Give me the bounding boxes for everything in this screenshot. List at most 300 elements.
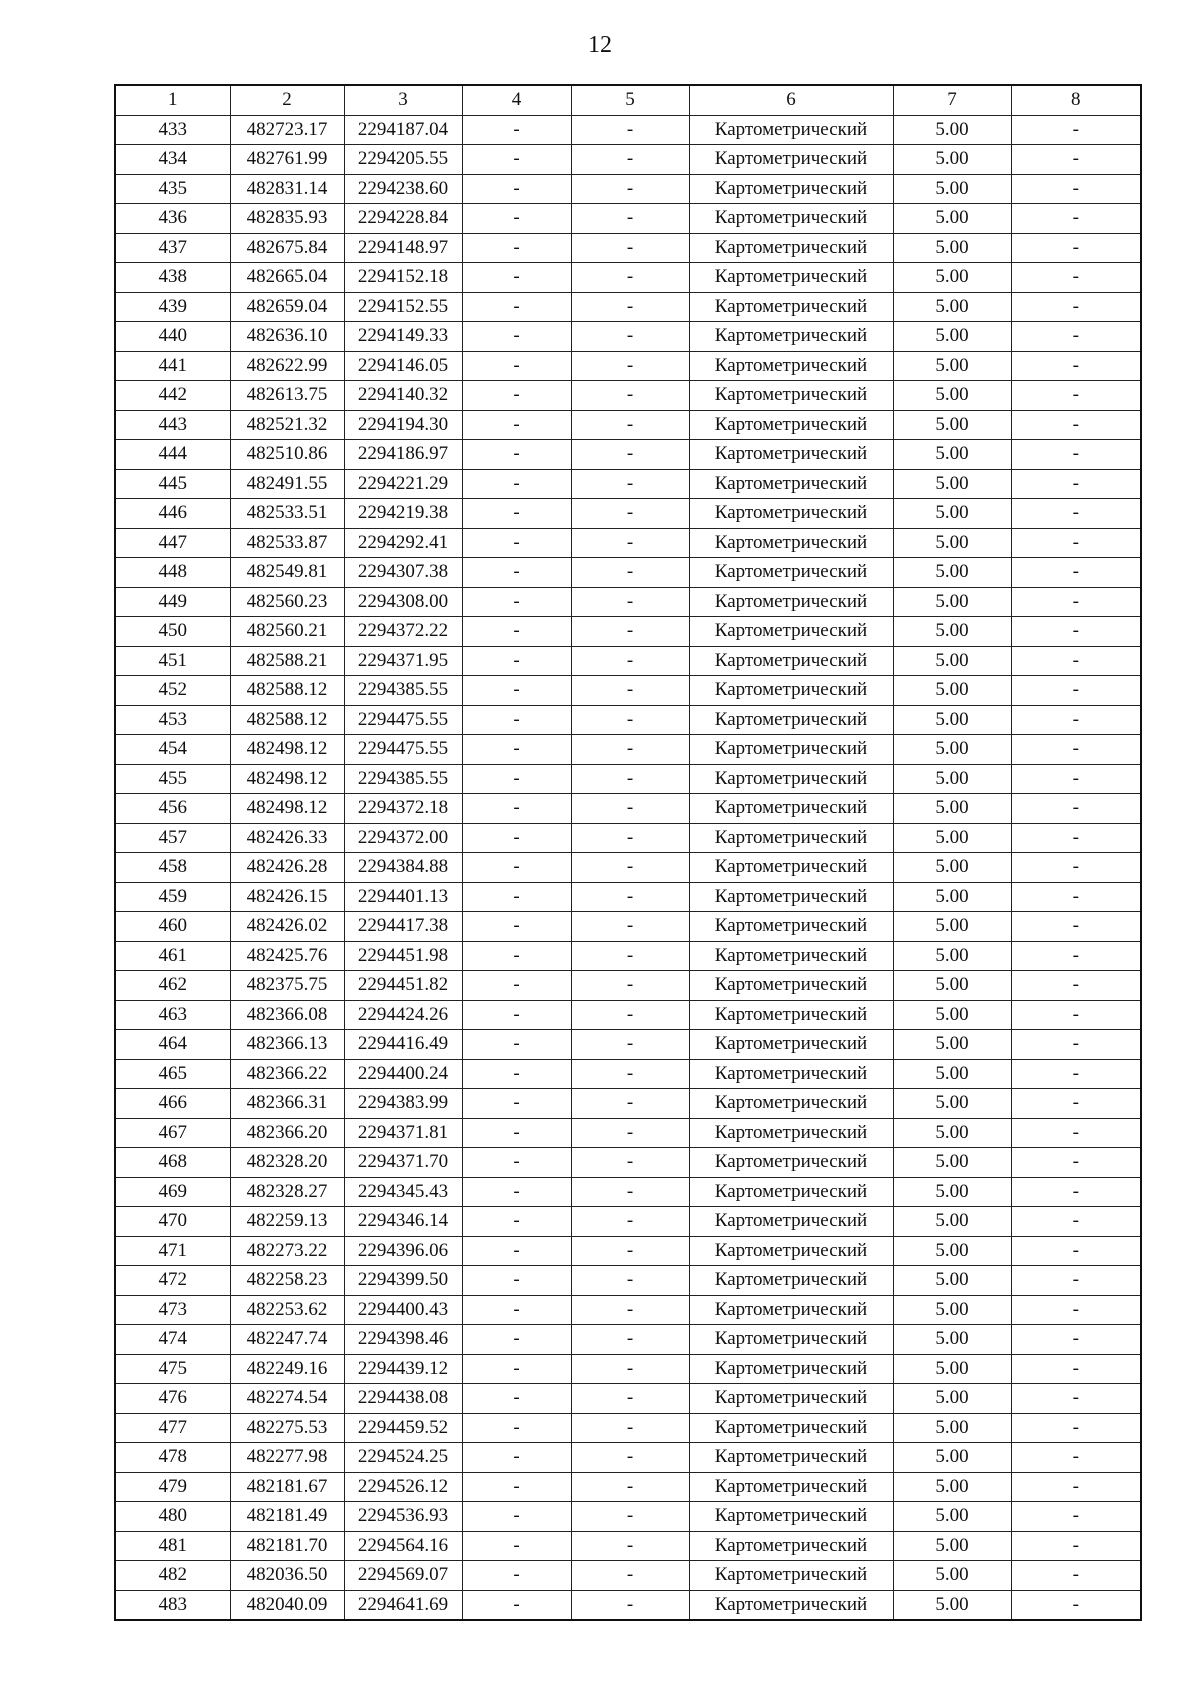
accuracy-cell: 5.00 — [893, 971, 1011, 1001]
method-cell: Картометрический — [689, 1384, 893, 1414]
table-row — [115, 1295, 1141, 1325]
point-number-cell: 456 — [115, 794, 230, 824]
column-8-cell: - — [1011, 587, 1141, 617]
y-coordinate-cell: 2294371.81 — [344, 1118, 462, 1148]
column-4-cell: - — [462, 587, 571, 617]
table-row — [115, 1531, 1141, 1561]
table-row — [115, 1207, 1141, 1237]
accuracy-cell: 5.00 — [893, 528, 1011, 558]
column-8-cell: - — [1011, 1325, 1141, 1355]
table-row — [115, 735, 1141, 765]
x-coordinate-cell: 482253.62 — [230, 1295, 344, 1325]
method-cell: Картометрический — [689, 1472, 893, 1502]
point-number-cell: 472 — [115, 1266, 230, 1296]
column-header: 4 — [462, 85, 571, 115]
accuracy-cell: 5.00 — [893, 705, 1011, 735]
column-8-cell: - — [1011, 1118, 1141, 1148]
y-coordinate-cell: 2294372.00 — [344, 823, 462, 853]
column-8-cell: - — [1011, 381, 1141, 411]
accuracy-cell: 5.00 — [893, 1413, 1011, 1443]
table-row — [115, 794, 1141, 824]
point-number-cell: 449 — [115, 587, 230, 617]
point-number-cell: 477 — [115, 1413, 230, 1443]
method-cell: Картометрический — [689, 646, 893, 676]
accuracy-cell: 5.00 — [893, 1030, 1011, 1060]
x-coordinate-cell: 482259.13 — [230, 1207, 344, 1237]
column-header: 2 — [230, 85, 344, 115]
column-5-cell: - — [571, 558, 689, 588]
accuracy-cell: 5.00 — [893, 941, 1011, 971]
table-row — [115, 941, 1141, 971]
column-4-cell: - — [462, 764, 571, 794]
column-8-cell: - — [1011, 499, 1141, 529]
y-coordinate-cell: 2294641.69 — [344, 1590, 462, 1620]
accuracy-cell: 5.00 — [893, 469, 1011, 499]
x-coordinate-cell: 482247.74 — [230, 1325, 344, 1355]
y-coordinate-cell: 2294228.84 — [344, 204, 462, 234]
column-4-cell: - — [462, 1148, 571, 1178]
column-5-cell: - — [571, 1030, 689, 1060]
point-number-cell: 457 — [115, 823, 230, 853]
accuracy-cell: 5.00 — [893, 617, 1011, 647]
x-coordinate-cell: 482366.13 — [230, 1030, 344, 1060]
accuracy-cell: 5.00 — [893, 1059, 1011, 1089]
column-4-cell: - — [462, 233, 571, 263]
column-header: 8 — [1011, 85, 1141, 115]
table-row — [115, 322, 1141, 352]
point-number-cell: 465 — [115, 1059, 230, 1089]
column-8-cell: - — [1011, 1295, 1141, 1325]
method-cell: Картометрический — [689, 263, 893, 293]
table-row — [115, 1354, 1141, 1384]
column-8-cell: - — [1011, 204, 1141, 234]
column-8-cell: - — [1011, 469, 1141, 499]
column-8-cell: - — [1011, 1413, 1141, 1443]
column-header: 6 — [689, 85, 893, 115]
method-cell: Картометрический — [689, 823, 893, 853]
method-cell: Картометрический — [689, 145, 893, 175]
x-coordinate-cell: 482366.22 — [230, 1059, 344, 1089]
column-4-cell: - — [462, 1384, 571, 1414]
method-cell: Картометрический — [689, 1266, 893, 1296]
column-5-cell: - — [571, 1325, 689, 1355]
point-number-cell: 470 — [115, 1207, 230, 1237]
accuracy-cell: 5.00 — [893, 1148, 1011, 1178]
column-8-cell: - — [1011, 440, 1141, 470]
column-5-cell: - — [571, 1000, 689, 1030]
x-coordinate-cell: 482426.15 — [230, 882, 344, 912]
column-8-cell: - — [1011, 1502, 1141, 1532]
column-4-cell: - — [462, 1295, 571, 1325]
point-number-cell: 451 — [115, 646, 230, 676]
y-coordinate-cell: 2294308.00 — [344, 587, 462, 617]
table-row — [115, 1443, 1141, 1473]
method-cell: Картометрический — [689, 617, 893, 647]
y-coordinate-cell: 2294569.07 — [344, 1561, 462, 1591]
method-cell: Картометрический — [689, 587, 893, 617]
column-4-cell: - — [462, 1502, 571, 1532]
y-coordinate-cell: 2294385.55 — [344, 676, 462, 706]
method-cell: Картометрический — [689, 882, 893, 912]
table-row — [115, 882, 1141, 912]
x-coordinate-cell: 482723.17 — [230, 115, 344, 145]
accuracy-cell: 5.00 — [893, 174, 1011, 204]
column-4-cell: - — [462, 1325, 571, 1355]
point-number-cell: 446 — [115, 499, 230, 529]
table-row — [115, 1000, 1141, 1030]
method-cell: Картометрический — [689, 1059, 893, 1089]
method-cell: Картометрический — [689, 1030, 893, 1060]
x-coordinate-cell: 482040.09 — [230, 1590, 344, 1620]
y-coordinate-cell: 2294400.43 — [344, 1295, 462, 1325]
column-8-cell: - — [1011, 1148, 1141, 1178]
column-4-cell: - — [462, 912, 571, 942]
column-5-cell: - — [571, 204, 689, 234]
column-8-cell: - — [1011, 971, 1141, 1001]
column-4-cell: - — [462, 410, 571, 440]
column-5-cell: - — [571, 440, 689, 470]
method-cell: Картометрический — [689, 381, 893, 411]
x-coordinate-cell: 482328.20 — [230, 1148, 344, 1178]
column-5-cell: - — [571, 469, 689, 499]
accuracy-cell: 5.00 — [893, 1561, 1011, 1591]
column-5-cell: - — [571, 882, 689, 912]
table-row — [115, 1236, 1141, 1266]
table-row — [115, 1325, 1141, 1355]
column-4-cell: - — [462, 204, 571, 234]
x-coordinate-cell: 482831.14 — [230, 174, 344, 204]
y-coordinate-cell: 2294383.99 — [344, 1089, 462, 1119]
point-number-cell: 466 — [115, 1089, 230, 1119]
point-number-cell: 459 — [115, 882, 230, 912]
table-body — [115, 115, 1141, 1620]
column-4-cell: - — [462, 440, 571, 470]
column-8-cell: - — [1011, 912, 1141, 942]
y-coordinate-cell: 2294345.43 — [344, 1177, 462, 1207]
column-4-cell: - — [462, 853, 571, 883]
accuracy-cell: 5.00 — [893, 676, 1011, 706]
accuracy-cell: 5.00 — [893, 351, 1011, 381]
x-coordinate-cell: 482426.33 — [230, 823, 344, 853]
column-8-cell: - — [1011, 1354, 1141, 1384]
table-row — [115, 853, 1141, 883]
table-row — [115, 263, 1141, 293]
point-number-cell: 450 — [115, 617, 230, 647]
accuracy-cell: 5.00 — [893, 1472, 1011, 1502]
table-row — [115, 1472, 1141, 1502]
accuracy-cell: 5.00 — [893, 1384, 1011, 1414]
column-8-cell: - — [1011, 1177, 1141, 1207]
table-row — [115, 1177, 1141, 1207]
x-coordinate-cell: 482659.04 — [230, 292, 344, 322]
point-number-cell: 454 — [115, 735, 230, 765]
y-coordinate-cell: 2294399.50 — [344, 1266, 462, 1296]
method-cell: Картометрический — [689, 410, 893, 440]
x-coordinate-cell: 482498.12 — [230, 735, 344, 765]
accuracy-cell: 5.00 — [893, 912, 1011, 942]
accuracy-cell: 5.00 — [893, 764, 1011, 794]
method-cell: Картометрический — [689, 1413, 893, 1443]
point-number-cell: 453 — [115, 705, 230, 735]
column-5-cell: - — [571, 1059, 689, 1089]
column-8-cell: - — [1011, 676, 1141, 706]
column-5-cell: - — [571, 174, 689, 204]
column-4-cell: - — [462, 646, 571, 676]
x-coordinate-cell: 482258.23 — [230, 1266, 344, 1296]
point-number-cell: 447 — [115, 528, 230, 558]
y-coordinate-cell: 2294152.18 — [344, 263, 462, 293]
column-8-cell: - — [1011, 1236, 1141, 1266]
point-number-cell: 452 — [115, 676, 230, 706]
point-number-cell: 441 — [115, 351, 230, 381]
accuracy-cell: 5.00 — [893, 499, 1011, 529]
x-coordinate-cell: 482588.12 — [230, 676, 344, 706]
accuracy-cell: 5.00 — [893, 1325, 1011, 1355]
accuracy-cell: 5.00 — [893, 1089, 1011, 1119]
accuracy-cell: 5.00 — [893, 794, 1011, 824]
method-cell: Картометрический — [689, 1207, 893, 1237]
accuracy-cell: 5.00 — [893, 882, 1011, 912]
column-5-cell: - — [571, 1118, 689, 1148]
method-cell: Картометрический — [689, 322, 893, 352]
column-4-cell: - — [462, 1531, 571, 1561]
accuracy-cell: 5.00 — [893, 823, 1011, 853]
y-coordinate-cell: 2294148.97 — [344, 233, 462, 263]
table-row — [115, 351, 1141, 381]
y-coordinate-cell: 2294451.98 — [344, 941, 462, 971]
point-number-cell: 458 — [115, 853, 230, 883]
column-8-cell: - — [1011, 1384, 1141, 1414]
x-coordinate-cell: 482533.87 — [230, 528, 344, 558]
accuracy-cell: 5.00 — [893, 1000, 1011, 1030]
method-cell: Картометрический — [689, 971, 893, 1001]
x-coordinate-cell: 482425.76 — [230, 941, 344, 971]
x-coordinate-cell: 482533.51 — [230, 499, 344, 529]
column-4-cell: - — [462, 1354, 571, 1384]
x-coordinate-cell: 482549.81 — [230, 558, 344, 588]
column-8-cell: - — [1011, 646, 1141, 676]
method-cell: Картометрический — [689, 1148, 893, 1178]
x-coordinate-cell: 482588.21 — [230, 646, 344, 676]
method-cell: Картометрический — [689, 558, 893, 588]
table-row — [115, 587, 1141, 617]
point-number-cell: 443 — [115, 410, 230, 440]
table-row — [115, 499, 1141, 529]
column-8-cell: - — [1011, 351, 1141, 381]
column-5-cell: - — [571, 381, 689, 411]
column-header: 5 — [571, 85, 689, 115]
accuracy-cell: 5.00 — [893, 1118, 1011, 1148]
x-coordinate-cell: 482426.02 — [230, 912, 344, 942]
column-8-cell: - — [1011, 1531, 1141, 1561]
column-4-cell: - — [462, 882, 571, 912]
column-5-cell: - — [571, 1413, 689, 1443]
accuracy-cell: 5.00 — [893, 1443, 1011, 1473]
column-8-cell: - — [1011, 1030, 1141, 1060]
column-8-cell: - — [1011, 410, 1141, 440]
x-coordinate-cell: 482560.23 — [230, 587, 344, 617]
y-coordinate-cell: 2294475.55 — [344, 735, 462, 765]
table-row — [115, 676, 1141, 706]
y-coordinate-cell: 2294564.16 — [344, 1531, 462, 1561]
method-cell: Картометрический — [689, 764, 893, 794]
table-row — [115, 1561, 1141, 1591]
column-5-cell: - — [571, 617, 689, 647]
x-coordinate-cell: 482273.22 — [230, 1236, 344, 1266]
point-number-cell: 468 — [115, 1148, 230, 1178]
accuracy-cell: 5.00 — [893, 1590, 1011, 1620]
column-8-cell: - — [1011, 292, 1141, 322]
x-coordinate-cell: 482498.12 — [230, 764, 344, 794]
method-cell: Картометрический — [689, 1236, 893, 1266]
method-cell: Картометрический — [689, 174, 893, 204]
column-5-cell: - — [571, 646, 689, 676]
x-coordinate-cell: 482181.67 — [230, 1472, 344, 1502]
column-4-cell: - — [462, 1177, 571, 1207]
accuracy-cell: 5.00 — [893, 587, 1011, 617]
point-number-cell: 480 — [115, 1502, 230, 1532]
x-coordinate-cell: 482521.32 — [230, 410, 344, 440]
table-row — [115, 912, 1141, 942]
x-coordinate-cell: 482761.99 — [230, 145, 344, 175]
column-5-cell: - — [571, 1089, 689, 1119]
column-8-cell: - — [1011, 174, 1141, 204]
method-cell: Картометрический — [689, 1443, 893, 1473]
method-cell: Картометрический — [689, 735, 893, 765]
column-4-cell: - — [462, 971, 571, 1001]
y-coordinate-cell: 2294475.55 — [344, 705, 462, 735]
x-coordinate-cell: 482366.31 — [230, 1089, 344, 1119]
table-row — [115, 1502, 1141, 1532]
accuracy-cell: 5.00 — [893, 204, 1011, 234]
column-8-cell: - — [1011, 735, 1141, 765]
method-cell: Картометрический — [689, 705, 893, 735]
column-5-cell: - — [571, 1472, 689, 1502]
column-4-cell: - — [462, 1236, 571, 1266]
column-5-cell: - — [571, 1590, 689, 1620]
x-coordinate-cell: 482181.49 — [230, 1502, 344, 1532]
point-number-cell: 438 — [115, 263, 230, 293]
y-coordinate-cell: 2294372.22 — [344, 617, 462, 647]
table-row — [115, 292, 1141, 322]
column-5-cell: - — [571, 528, 689, 558]
method-cell: Картометрический — [689, 1561, 893, 1591]
accuracy-cell: 5.00 — [893, 853, 1011, 883]
column-8-cell: - — [1011, 1561, 1141, 1591]
column-8-cell: - — [1011, 528, 1141, 558]
column-5-cell: - — [571, 1266, 689, 1296]
point-number-cell: 435 — [115, 174, 230, 204]
column-5-cell: - — [571, 1561, 689, 1591]
point-number-cell: 478 — [115, 1443, 230, 1473]
column-8-cell: - — [1011, 882, 1141, 912]
column-4-cell: - — [462, 174, 571, 204]
x-coordinate-cell: 482181.70 — [230, 1531, 344, 1561]
column-5-cell: - — [571, 823, 689, 853]
accuracy-cell: 5.00 — [893, 145, 1011, 175]
column-8-cell: - — [1011, 322, 1141, 352]
column-5-cell: - — [571, 1354, 689, 1384]
table-row — [115, 617, 1141, 647]
point-number-cell: 463 — [115, 1000, 230, 1030]
column-5-cell: - — [571, 794, 689, 824]
accuracy-cell: 5.00 — [893, 1207, 1011, 1237]
accuracy-cell: 5.00 — [893, 263, 1011, 293]
column-5-cell: - — [571, 1295, 689, 1325]
column-5-cell: - — [571, 1531, 689, 1561]
column-8-cell: - — [1011, 823, 1141, 853]
method-cell: Картометрический — [689, 292, 893, 322]
table-row — [115, 1590, 1141, 1620]
point-number-cell: 437 — [115, 233, 230, 263]
table-row — [115, 1118, 1141, 1148]
column-5-cell: - — [571, 499, 689, 529]
column-8-cell: - — [1011, 558, 1141, 588]
method-cell: Картометрический — [689, 233, 893, 263]
y-coordinate-cell: 2294451.82 — [344, 971, 462, 1001]
x-coordinate-cell: 482491.55 — [230, 469, 344, 499]
method-cell: Картометрический — [689, 115, 893, 145]
column-5-cell: - — [571, 1443, 689, 1473]
column-4-cell: - — [462, 1207, 571, 1237]
column-5-cell: - — [571, 233, 689, 263]
point-number-cell: 461 — [115, 941, 230, 971]
column-4-cell: - — [462, 1000, 571, 1030]
method-cell: Картометрический — [689, 499, 893, 529]
y-coordinate-cell: 2294371.70 — [344, 1148, 462, 1178]
column-5-cell: - — [571, 912, 689, 942]
column-4-cell: - — [462, 617, 571, 647]
accuracy-cell: 5.00 — [893, 1295, 1011, 1325]
page-number: 12 — [588, 32, 612, 58]
accuracy-cell: 5.00 — [893, 1531, 1011, 1561]
x-coordinate-cell: 482274.54 — [230, 1384, 344, 1414]
column-8-cell: - — [1011, 1443, 1141, 1473]
column-5-cell: - — [571, 705, 689, 735]
x-coordinate-cell: 482277.98 — [230, 1443, 344, 1473]
point-number-cell: 445 — [115, 469, 230, 499]
y-coordinate-cell: 2294396.06 — [344, 1236, 462, 1266]
point-number-cell: 464 — [115, 1030, 230, 1060]
column-4-cell: - — [462, 1590, 571, 1620]
y-coordinate-cell: 2294524.25 — [344, 1443, 462, 1473]
y-coordinate-cell: 2294346.14 — [344, 1207, 462, 1237]
method-cell: Картометрический — [689, 528, 893, 558]
method-cell: Картометрический — [689, 912, 893, 942]
y-coordinate-cell: 2294186.97 — [344, 440, 462, 470]
point-number-cell: 483 — [115, 1590, 230, 1620]
table-row — [115, 558, 1141, 588]
y-coordinate-cell: 2294417.38 — [344, 912, 462, 942]
y-coordinate-cell: 2294219.38 — [344, 499, 462, 529]
column-header: 3 — [344, 85, 462, 115]
column-5-cell: - — [571, 735, 689, 765]
accuracy-cell: 5.00 — [893, 115, 1011, 145]
y-coordinate-cell: 2294438.08 — [344, 1384, 462, 1414]
accuracy-cell: 5.00 — [893, 233, 1011, 263]
column-5-cell: - — [571, 1207, 689, 1237]
table-row — [115, 410, 1141, 440]
coordinates-table — [114, 84, 1142, 1621]
point-number-cell: 476 — [115, 1384, 230, 1414]
column-8-cell: - — [1011, 705, 1141, 735]
y-coordinate-cell: 2294292.41 — [344, 528, 462, 558]
column-header: 1 — [115, 85, 230, 115]
column-8-cell: - — [1011, 1472, 1141, 1502]
column-5-cell: - — [571, 676, 689, 706]
point-number-cell: 479 — [115, 1472, 230, 1502]
column-5-cell: - — [571, 1384, 689, 1414]
